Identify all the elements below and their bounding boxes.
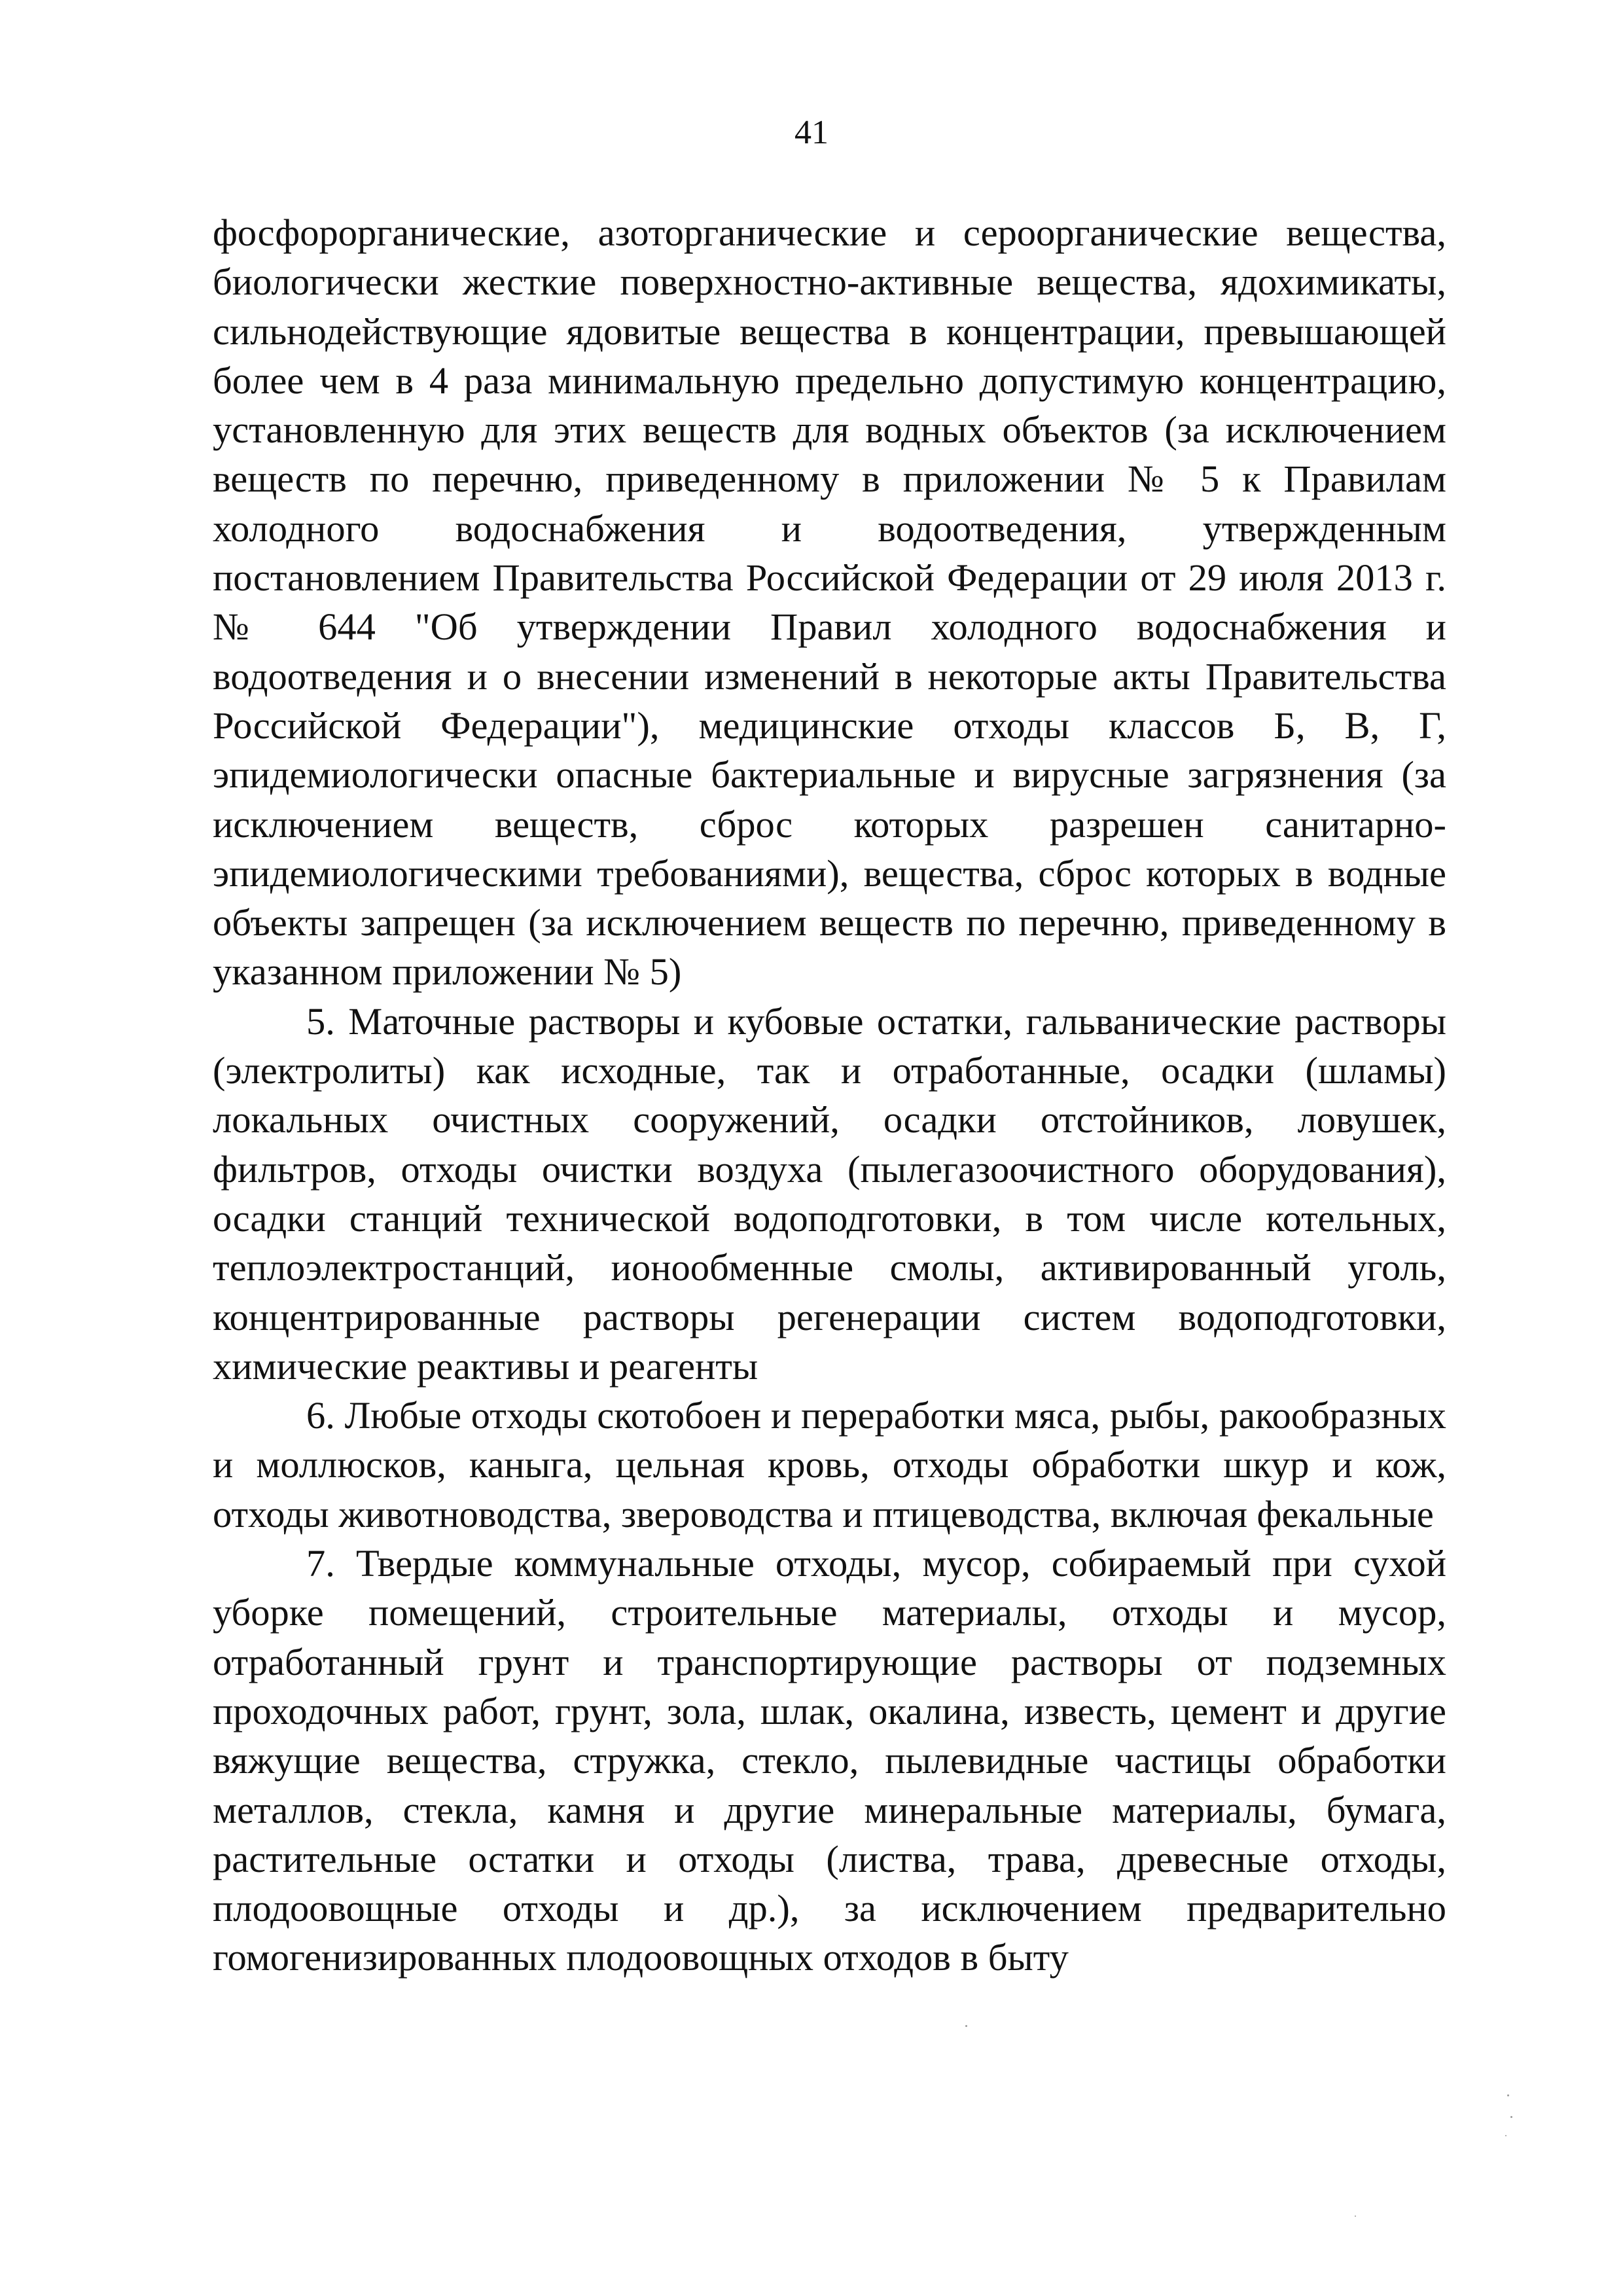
scan-speck — [1510, 2116, 1512, 2118]
document-body — [213, 208, 1446, 1982]
page-number: 41 — [794, 114, 829, 151]
paragraph-item-7: 7. Твердые коммунальные отходы, мусор, собираемый при сухой уборке помещений, строительные материалы, отходы и мусор, отработанный грунт и транспортирующие растворы от подземных проходочных работ, грунт, зола, шлак, окалина, известь, цемент и другие вяжущие вещества, стружка, стекло, пылевидные частицы обработки металлов, стекла, камня и другие минеральные материалы, бумага, растительные остатки и отходы (листва, трава, древесные отходы, плодоовощные отходы и др.), за исключением предварительно гомогенизированных плодоовощных отходов в быту — [213, 1542, 1446, 1979]
paragraph-item-5: 5. Маточные растворы и кубовые остатки, гальванические растворы (электролиты) как исходные, так и отработанные, осадки (шламы) локальных очистных сооружений, осадки отстойников, ловушек, фильтров, отходы очистки воздуха (пылегазоочистного оборудования), осадки станций технической водоподготовки, в том числе котельных, теплоэлектростанций, ионообменные смолы, активированный уголь, концентрированные растворы регенерации систем водоподготовки, химические реактивы и реагенты — [213, 999, 1446, 1388]
scan-speck — [1507, 2094, 1509, 2096]
scan-speck — [965, 2025, 967, 2027]
paragraph-substances-list: фосфорорганические, азоторганические и сероорганические вещества, биологически жесткие поверхностно-активные вещества, ядохимикаты, сильнодействующие ядовитые вещества в концентрации, превышающей более чем в 4 раза минимальную предельно допустимую концентрацию, установленную для этих веществ для водных объектов (за исключением веществ по перечню, приведенному в приложении № 5 к Правилам холодного водоснабжения и водоотведения, утвержденным постановлением Правительства Российской Федерации от 29 июля 2013 г. № 644 "Об утверждении Правил холодного водоснабжения и водоотведения и о внесении изменений в некоторые акты Правительства Российской Федерации"), медицинские отходы классов Б, В, Г, эпидемиологически опасные бактериальные и вирусные загрязнения (за исключением веществ, сброс которых разрешен санитарно-эпидемиологическими требованиями), вещества, сброс которых в водные объекты запрещен (за исключением веществ по перечню, приведенному в указанном приложении № 5) — [213, 211, 1446, 994]
paragraph-item-6: 6. Любые отходы скотобоен и переработки мяса, рыбы, ракообразных и моллюсков, каныга, цельная кровь, отходы обработки шкур и кож, отходы животноводства, звероводства и птицеводства, включая фекальные — [213, 1394, 1446, 1535]
scan-speck — [1505, 2135, 1507, 2136]
scan-speck — [1355, 2215, 1356, 2217]
